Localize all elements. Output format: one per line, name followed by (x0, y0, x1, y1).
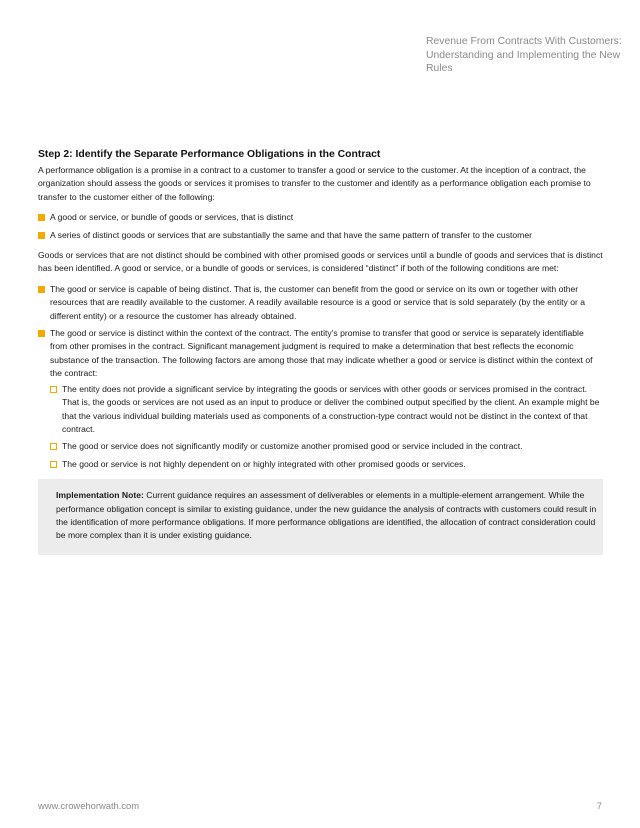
section-heading: Step 2: Identify the Separate Performance Obligations in the Contract (38, 149, 381, 160)
list-item (38, 327, 603, 471)
outline-square-bullet-icon (50, 461, 57, 468)
obligation-criteria-list (38, 211, 603, 242)
list-item (38, 211, 603, 224)
footer-website-link[interactable]: www.crowehorwath.com (38, 800, 140, 811)
list-item-text: The good or service is capable of being distinct. That is, the customer can benefit from the good or service on its own or together with other resources that are readily available to the customer. A readily available resource is a good or service that is sold separately (by the entity or a different entity) or a resource the customer has already obtained. (50, 283, 586, 321)
outline-square-bullet-icon (50, 443, 57, 450)
list-item-text: The entity does not provide a significant service by integrating the goods or services with other goods or services promised in the contract. That is, the goods or services are not used as an input to produce or deliver the combined output specified by the client. An example might be that the various individual building materials used as components of a construction-type contract would not be distinct in the context of that contract. (62, 383, 600, 434)
list-item (38, 283, 603, 323)
list-item (50, 458, 603, 471)
list-item (38, 229, 603, 242)
list-item-text: The good or service does not significantly modify or customize another promised good or service included in the contract. (62, 441, 523, 452)
intro-paragraph: A performance obligation is a promise in a contract to a customer to transfer a good or service to the customer. At the inception of a contract, the organization should assess the goods or services it promises to transfer to the customer and identify as a performance obligation each promise to transfer to the customer either of the following: (38, 165, 591, 202)
square-bullet-icon (38, 286, 45, 293)
document-title-header: Revenue From Contracts With Customers: Understanding and Implementing the New Rules (426, 36, 622, 75)
implementation-note-box (38, 479, 603, 555)
list-item-text: The good or service is not highly dependent on or highly integrated with other promised goods or services. (62, 458, 466, 469)
implementation-note-text: Current guidance requires an assessment of deliverables or elements in a multiple-element arrangement. While the performance obligation concept is similar to existing guidance, under the new guidance the analysis of contracts with customers could result in the identification of more performance obligations. If more performance obligations are identified, the allocation of contract consideration could be more complex than it is under existing guidance. (56, 490, 597, 541)
page-number: 7 (596, 800, 602, 811)
list-item-text: A series of distinct goods or services that are substantially the same and that have the same pattern of transfer to the customer (50, 229, 532, 240)
square-bullet-icon (38, 330, 45, 337)
list-item (50, 440, 603, 453)
list-item-text: A good or service, or bundle of goods or services, that is distinct (50, 212, 294, 223)
square-bullet-icon (38, 214, 45, 221)
distinct-conditions-list (38, 283, 603, 471)
square-bullet-icon (38, 232, 45, 239)
implementation-note-label: Implementation Note: (56, 490, 144, 501)
outline-square-bullet-icon (50, 386, 57, 393)
list-item (50, 383, 603, 437)
distinct-goods-paragraph: Goods or services that are not distinct should be combined with other promised goods or services until a bundle of goods and services that is distinct has been identified. A good or service, or a bundle of goods or services, is considered “distinct” if both of the following conditions are met: (38, 250, 603, 274)
main-content (38, 148, 603, 555)
list-item-text: The good or service is distinct within the context of the contract. The entity’s promise to transfer that good or service is separately identifiable from other promises in the contract. Significant management judgment is required to make a determination that best reflects the economic substance of the transaction. The following factors are among those that may indicate whether a good or service is distinct within the context of the contract: (50, 328, 593, 379)
distinct-factors-sublist (50, 383, 603, 471)
